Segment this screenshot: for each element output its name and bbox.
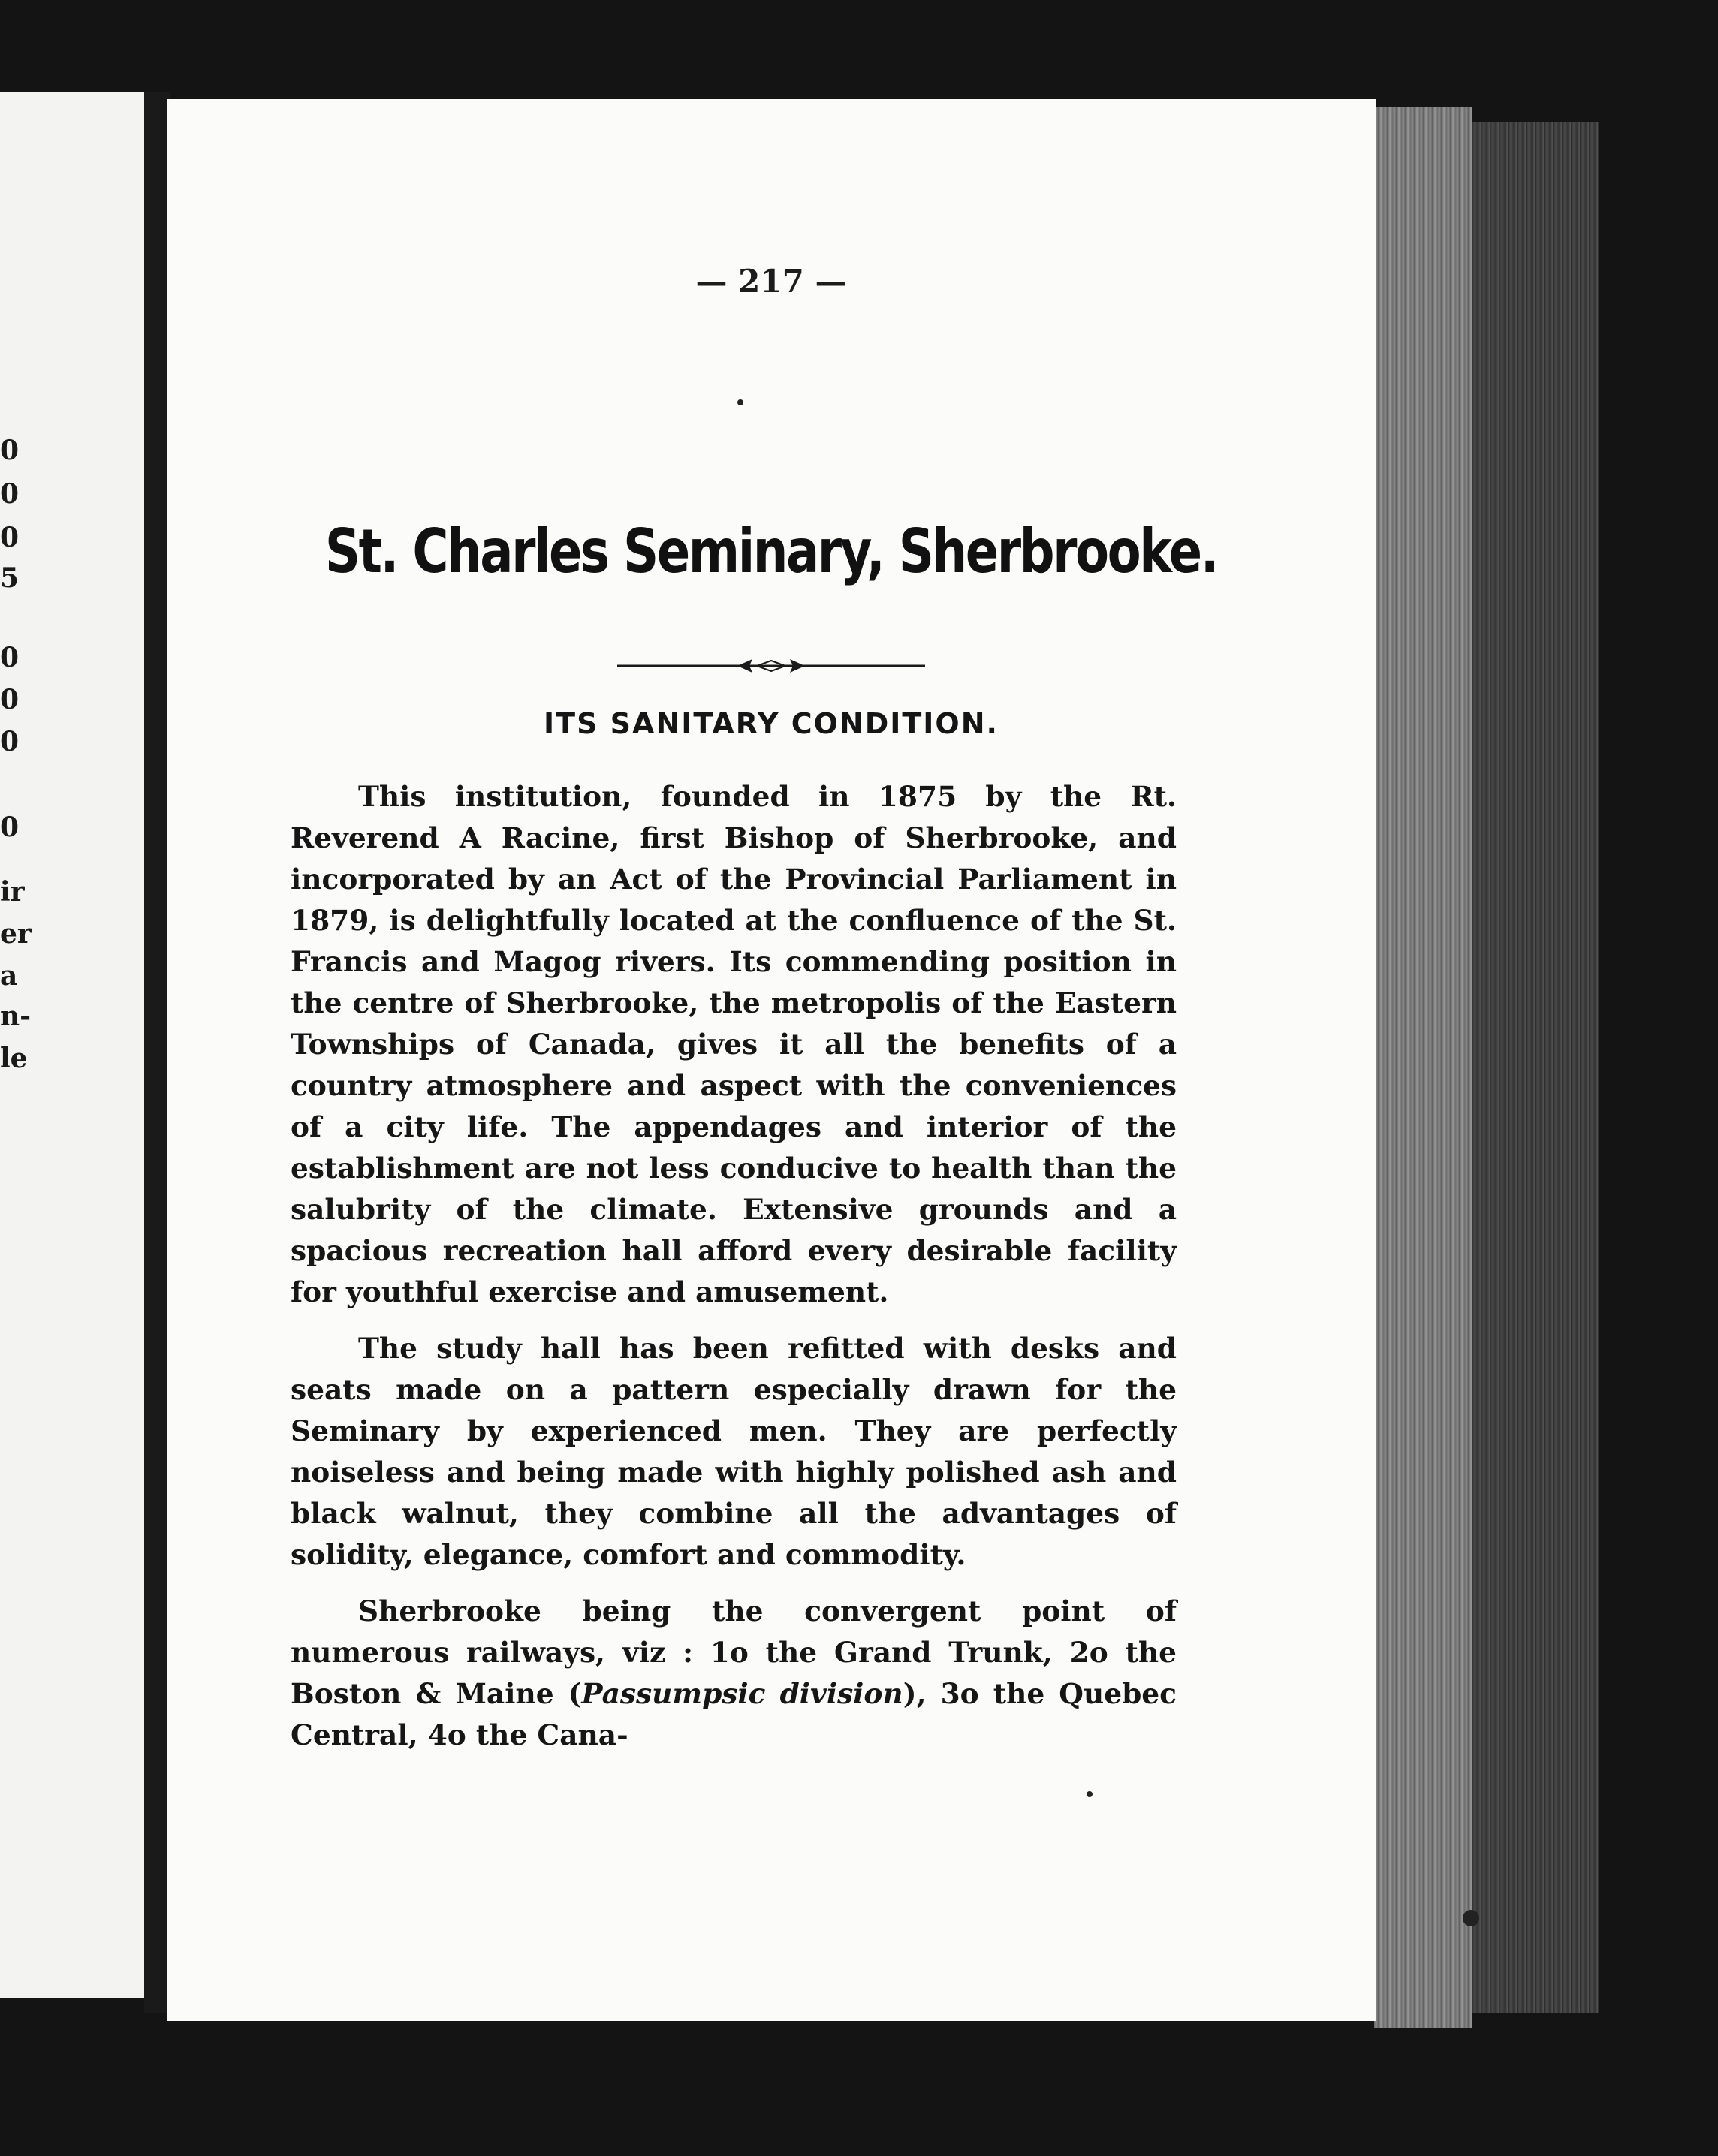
- body-text: [291, 776, 1177, 1771]
- left-page-fragment: 0: [0, 726, 20, 757]
- left-page-fragment: n-: [0, 1001, 32, 1032]
- scan-speck: [1087, 1791, 1093, 1797]
- left-page-fragment: 0: [0, 435, 20, 466]
- left-page-fragment: 5: [0, 562, 20, 594]
- paragraph-text: Sherbrooke being the convergent point of numerous railways, viz : 1o the Grand Trunk, 2o the Boston & Maine (: [291, 1594, 1177, 1710]
- previous-page-edge: [0, 92, 150, 1998]
- left-page-fragment: ir: [0, 876, 25, 908]
- left-page-fragment: 0: [0, 812, 20, 843]
- left-page-fragment: le: [0, 1043, 28, 1074]
- left-page-fragment: a: [0, 960, 18, 992]
- left-page-fragment: 0: [0, 478, 20, 510]
- paragraph: The study hall has been refitted with desks and seats made on a pattern especially drawn for the Seminary by experienced men. They are perfectly noiseless and being made with highly polished ash and black walnut, they combine all the advantages of solidity, elegance, comfort and commodity.: [291, 1332, 1177, 1571]
- scan-speck: [737, 399, 743, 405]
- scan-speck: [1463, 1910, 1479, 1926]
- book-gutter: [144, 92, 170, 2013]
- section-subtitle: ITS SANITARY CONDITION.: [544, 707, 999, 740]
- left-page-fragment: er: [0, 918, 32, 950]
- paragraph: This institution, founded in 1875 by the Rt. Reverend A Racine, first Bishop of Sherbrooke, and incorporated by an Act of the Provincial Parliament in 1879, is delightfully located at the confluence of the St. Francis and Magog rivers. Its commending position in the centre of Sherbrooke, the metropolis of the Eastern Townships of Canada, gives it all the benefits of a country atmosphere and aspect with the conveniences of a city life. The appendages and interior of the establishment are not less conducive to health than the salubrity of the climate. Extensive grounds and a spacious recreation hall afford every desirable facility for youthful exercise and amusement.: [291, 780, 1177, 1308]
- paragraph: [291, 1591, 1177, 1756]
- page-number: — 217 —: [695, 263, 847, 300]
- paragraph-text: ), 3o the Quebec Central, 4o the Cana-: [291, 1677, 1177, 1751]
- book-page-edges: [1374, 107, 1472, 2028]
- decorative-rule-icon: [617, 655, 925, 677]
- book-cover-edge: [1472, 122, 1599, 2013]
- page-title: St. Charles Seminary, Sherbrooke.: [324, 516, 1218, 586]
- italic-text: Passumpsic division: [581, 1677, 903, 1710]
- left-page-fragment: 0: [0, 684, 20, 715]
- left-page-fragment: 0: [0, 522, 20, 553]
- book-page: [167, 99, 1376, 2021]
- left-page-fragment: 0: [0, 642, 20, 673]
